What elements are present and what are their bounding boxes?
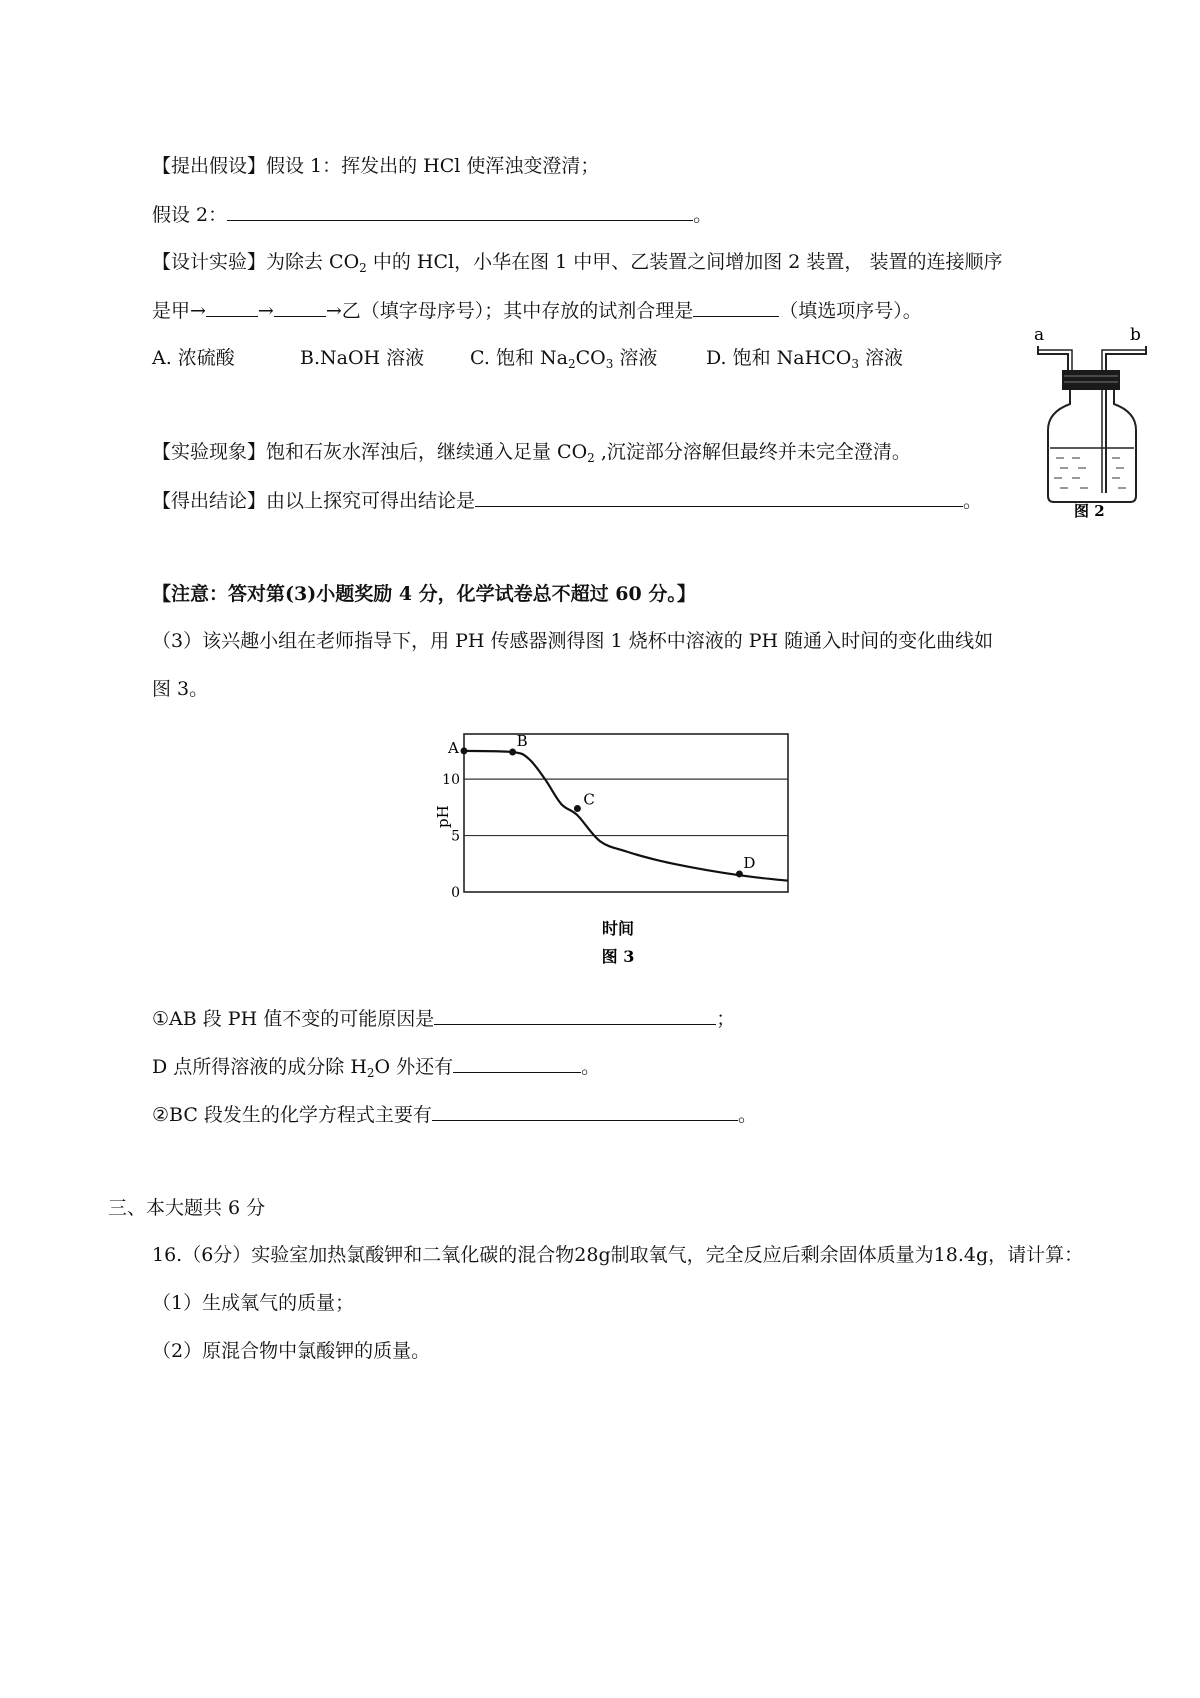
hypothesis-2-blank[interactable] — [227, 202, 693, 221]
design-line2-suffix: （填选项序号）。 — [779, 300, 922, 322]
conclusion-line — [152, 488, 982, 513]
q16-part-1 — [152, 1291, 354, 1315]
option-d-suffix: 溶液 — [858, 347, 903, 369]
y-axis-label: pH — [434, 805, 452, 828]
design-label: 【设计实验】 — [152, 251, 267, 273]
hypothesis-2-prefix: 假设 2： — [152, 204, 228, 226]
reagent-blank[interactable] — [693, 298, 779, 317]
point-D — [736, 870, 743, 877]
x-axis-label: 时间 — [601, 919, 635, 938]
bottle — [1048, 390, 1136, 502]
point-label-B: B — [516, 732, 528, 751]
point-A — [461, 747, 468, 754]
q3-d-blank[interactable] — [453, 1054, 581, 1073]
stopper — [1062, 370, 1120, 390]
q3-ab-suffix: ； — [716, 1008, 736, 1030]
conclusion-suffix: 。 — [963, 490, 983, 512]
q3-line-2 — [152, 677, 208, 701]
conclusion-label: 【得出结论】 — [152, 490, 267, 512]
q16-part-1-text: （1）生成氧气的质量； — [152, 1292, 355, 1314]
phenomenon-text-b: ,沉淀部分溶解但最终并未完全澄清。 — [594, 441, 911, 463]
q3-text-2: 图 3。 — [152, 678, 209, 700]
ph-chart — [430, 718, 800, 976]
gas-bottle-diagram — [1032, 318, 1152, 518]
option-a — [152, 346, 235, 370]
q3-d-sub: 2 — [366, 1066, 375, 1080]
figure-3-caption: 图 3 — [601, 947, 635, 966]
design-line2-mid: →乙（填字母序号）；其中存放的试剂合理是 — [325, 300, 694, 322]
hypothesis-2-line — [152, 202, 712, 227]
q16-stem-text: 16.（6分）实验室加热氯酸钾和二氧化碳的混合物28g制取氧气，完全反应后剩余固体质量为18.4g，请计算： — [152, 1244, 1084, 1266]
conclusion-text: 由以上探究可得出结论是 — [266, 490, 476, 512]
section-3-title — [108, 1196, 265, 1220]
option-c-mid: CO — [575, 347, 606, 369]
q16-stem — [152, 1243, 1083, 1267]
option-c-prefix: C. 饱和 Na — [470, 347, 568, 369]
point-label-A: A — [448, 738, 459, 757]
q16-part-2-text: （2）原混合物中氯酸钾的质量。 — [152, 1340, 431, 1362]
design-text-a: 为除去 CO — [266, 251, 360, 273]
label-a: a — [1034, 325, 1045, 345]
q3-bc-blank[interactable] — [432, 1102, 738, 1121]
point-C — [574, 805, 581, 812]
option-c — [470, 346, 657, 370]
hypothesis-label: 【提出假设】 — [152, 155, 267, 177]
option-d — [706, 346, 903, 370]
q3-d-suffix: 。 — [581, 1056, 601, 1078]
q3-d-mid: O 外还有 — [374, 1056, 454, 1078]
plot-frame — [464, 734, 788, 892]
phenomenon-label: 【实验现象】 — [152, 441, 267, 463]
option-c-suffix: 溶液 — [613, 347, 658, 369]
q3-ab-line — [152, 1006, 735, 1031]
hypothesis-1-text: 假设 1：挥发出的 HCl 使浑浊变澄清； — [266, 155, 600, 177]
figure-2 — [1032, 318, 1152, 518]
phenomenon-sub: 2 — [587, 451, 595, 465]
q3-bc-suffix: 。 — [737, 1104, 757, 1126]
conclusion-blank[interactable] — [475, 488, 963, 507]
label-b: b — [1130, 325, 1141, 345]
q3-ab-text: ①AB 段 PH 值不变的可能原因是 — [152, 1008, 435, 1030]
y-tick-0: 0 — [451, 885, 460, 901]
hypothesis-2-suffix: 。 — [693, 204, 713, 226]
figure-2-caption: 图 2 — [1074, 502, 1105, 518]
section-3-title-text: 三、本大题共 6 分 — [108, 1197, 266, 1219]
connection-blank-1[interactable] — [206, 298, 258, 317]
bonus-note — [152, 582, 696, 606]
design-arrow: → — [257, 300, 274, 322]
design-sub: 2 — [359, 261, 367, 275]
q3-line-1 — [152, 629, 993, 653]
bonus-note-text: 【注意：答对第(3)小题奖励 4 分，化学试卷总不超过 60 分。】 — [152, 583, 696, 605]
q3-text-1: （3）该兴趣小组在老师指导下，用 PH 传感器测得图 1 烧杯中溶液的 PH 随通入时间的变化曲线如 — [152, 630, 994, 652]
gridlines — [464, 779, 788, 835]
figure-3 — [430, 718, 800, 976]
option-c-sub2: 3 — [605, 357, 614, 371]
design-line2-prefix: 是甲→ — [152, 300, 206, 322]
q3-bc-text: ②BC 段发生的化学方程式主要有 — [152, 1104, 432, 1126]
q16-part-2 — [152, 1339, 430, 1363]
curve-points — [447, 732, 755, 877]
design-text-b: 中的 HCl，小华在图 1 中甲、乙装置之间增加图 2 装置， 装置的连接顺序 — [366, 251, 1003, 273]
point-label-C: C — [583, 790, 595, 809]
option-a-text: A. 浓硫酸 — [152, 347, 235, 369]
q3-ab-blank[interactable] — [434, 1006, 716, 1025]
q3-d-line — [152, 1054, 600, 1079]
q3-d-prefix: D 点所得溶液的成分除 H — [152, 1056, 367, 1078]
y-tick-10: 10 — [442, 772, 460, 789]
y-tick-5: 5 — [451, 828, 460, 845]
ph-curve — [464, 751, 788, 881]
option-b-text: B.NaOH 溶液 — [300, 347, 425, 369]
q3-bc-line — [152, 1102, 757, 1127]
option-d-sub: 3 — [851, 357, 859, 371]
phenomenon-text-a: 饱和石灰水浑浊后，继续通入足量 CO — [266, 441, 588, 463]
option-c-sub1: 2 — [567, 357, 576, 371]
tube-b — [1106, 346, 1146, 493]
point-B — [509, 749, 516, 756]
option-b — [300, 346, 424, 370]
option-d-prefix: D. 饱和 NaHCO — [706, 347, 852, 369]
connection-blank-2[interactable] — [274, 298, 326, 317]
hypothesis-1-line — [152, 154, 599, 178]
design-line-2 — [152, 298, 922, 323]
y-tick-labels — [442, 772, 460, 901]
phenomenon-line — [152, 440, 911, 464]
design-line-1 — [152, 250, 1002, 274]
point-label-D: D — [743, 853, 756, 872]
